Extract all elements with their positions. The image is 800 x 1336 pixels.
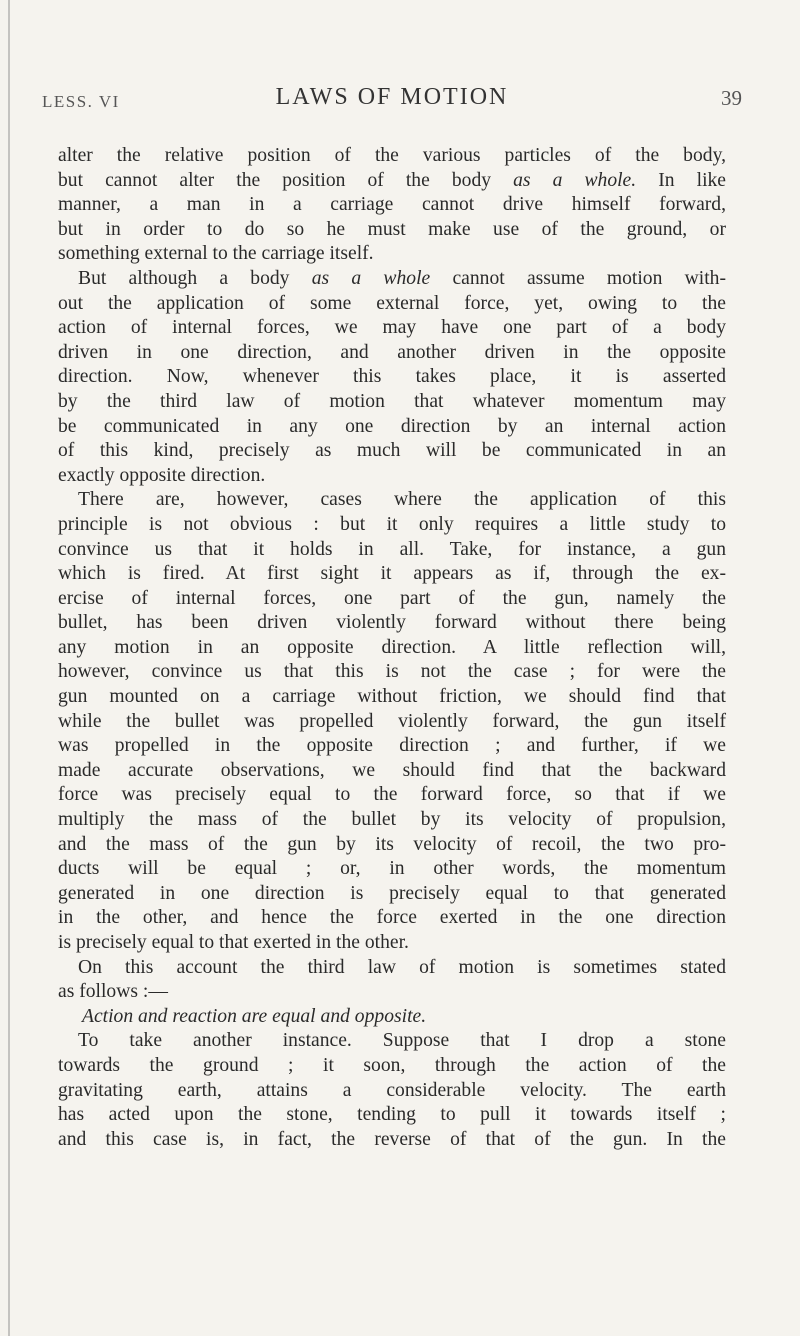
text-run: To take another instance. Suppose that I drop a stone	[78, 1030, 726, 1052]
text-line	[58, 931, 726, 956]
text-line	[58, 1103, 726, 1128]
text-run: But although a body	[78, 267, 312, 289]
text-line	[58, 906, 726, 931]
text-run: made accurate observations, we should find that the backward	[58, 759, 726, 781]
text-line	[58, 1005, 726, 1030]
text-line	[58, 488, 726, 513]
text-run: cannot assume motion with-	[430, 267, 726, 289]
text-run: gravitating earth, attains a considerable velocity. The earth	[58, 1079, 726, 1101]
text-run: exactly opposite direction.	[58, 464, 266, 486]
text-line	[58, 390, 726, 415]
text-line	[58, 956, 726, 981]
text-line	[58, 980, 726, 1005]
text-run: towards the ground ; it soon, through the action of the	[58, 1054, 726, 1076]
text-run: of this kind, precisely as much will be communicated in an	[58, 440, 726, 462]
text-line	[58, 685, 726, 710]
text-run: in the other, and hence the force exerted in the one direction	[58, 907, 726, 929]
page-edge-rule	[8, 0, 10, 1336]
text-run: On this account the third law of motion is sometimes stated	[78, 956, 726, 978]
text-run: while the bullet was propelled violently forward, the gun itself	[58, 710, 726, 732]
text-run: out the application of some external force, yet, owing to the	[58, 292, 726, 314]
text-run: alter the relative position of the various particles of the body,	[58, 145, 726, 166]
italic-run: Action and reaction are equal and opposite.	[82, 1005, 427, 1027]
text-line	[58, 611, 726, 636]
text-line	[58, 415, 726, 440]
text-line	[58, 833, 726, 858]
text-run: multiply the mass of the bullet by its velocity of propulsion,	[58, 809, 726, 831]
text-run: but in order to do so he must make use of the ground, or	[58, 218, 726, 240]
text-run: was propelled in the opposite direction ; and further, if we	[58, 735, 726, 757]
text-line	[58, 882, 726, 907]
text-run: and this case is, in fact, the reverse of that of the gun. In the	[58, 1128, 726, 1150]
text-line	[58, 513, 726, 538]
text-line	[58, 587, 726, 612]
text-line	[58, 1079, 726, 1104]
running-head	[42, 84, 742, 118]
lesson-label: LESS. VI	[42, 92, 120, 111]
text-run: principle is not obvious : but it only requires a little study to	[58, 513, 726, 535]
text-line	[58, 439, 726, 464]
text-run: which is fired. At first sight it appears as if, through the ex-	[58, 563, 726, 585]
text-line	[58, 144, 726, 169]
text-run: by the third law of motion that whatever momentum may	[58, 390, 726, 412]
text-line	[58, 1054, 726, 1079]
text-run: action of internal forces, we may have one part of a body	[58, 317, 726, 339]
text-line	[58, 341, 726, 366]
text-run: force was precisely equal to the forward force, so that if we	[58, 784, 726, 806]
text-line	[58, 464, 726, 489]
text-line	[58, 759, 726, 784]
text-run: In like	[636, 169, 727, 191]
text-line	[58, 242, 726, 267]
text-line	[58, 783, 726, 808]
text-run: and the mass of the gun by its velocity of recoil, the two pro-	[58, 833, 726, 855]
text-line	[58, 857, 726, 882]
text-run: be communicated in any one direction by an internal action	[58, 415, 726, 437]
body-text	[58, 144, 726, 1152]
text-line	[58, 562, 726, 587]
text-line	[58, 1128, 726, 1153]
text-run: but cannot alter the position of the body	[58, 169, 514, 191]
text-run: any motion in an opposite direction. A little reflection will,	[58, 636, 726, 658]
text-run: ducts will be equal ; or, in other words, the momentum	[58, 858, 726, 880]
text-line	[58, 169, 726, 194]
text-line	[58, 218, 726, 243]
text-line	[58, 538, 726, 563]
text-run: has acted upon the stone, tending to pull it towards itself ;	[58, 1104, 726, 1126]
text-run: There are, however, cases where the application of this	[78, 489, 726, 511]
text-line	[58, 1029, 726, 1054]
text-line	[58, 710, 726, 735]
text-line	[58, 316, 726, 341]
text-run: bullet, has been driven violently forward without there being	[58, 612, 726, 634]
text-line	[58, 267, 726, 292]
text-line	[58, 292, 726, 317]
text-run: gun mounted on a carriage without friction, we should find that	[58, 686, 726, 708]
text-run: as follows :—	[58, 981, 168, 1003]
text-run: direction. Now, whenever this takes place, it is asserted	[58, 366, 726, 388]
text-run: however, convince us that this is not the case ; for were the	[58, 661, 726, 683]
text-run: something external to the carriage itself.	[58, 243, 374, 265]
text-line	[58, 734, 726, 759]
text-line	[58, 660, 726, 685]
text-line	[58, 808, 726, 833]
italic-run: as a whole	[311, 267, 431, 289]
text-run: ercise of internal forces, one part of the gun, namely the	[58, 587, 726, 609]
text-run: is precisely equal to that exerted in the other.	[58, 932, 409, 953]
page-number: 39	[721, 86, 742, 110]
text-line	[58, 636, 726, 661]
text-run: manner, a man in a carriage cannot drive himself forward,	[58, 194, 726, 216]
italic-run: as a whole.	[513, 169, 637, 191]
text-run: driven in one direction, and another driven in the opposite	[58, 341, 726, 363]
text-run: convince us that it holds in all. Take, for instance, a gun	[58, 538, 726, 560]
text-line	[58, 193, 726, 218]
text-run: generated in one direction is precisely equal to that generated	[58, 882, 726, 904]
text-line	[58, 365, 726, 390]
page-title: LAWS OF MOTION	[275, 84, 509, 110]
